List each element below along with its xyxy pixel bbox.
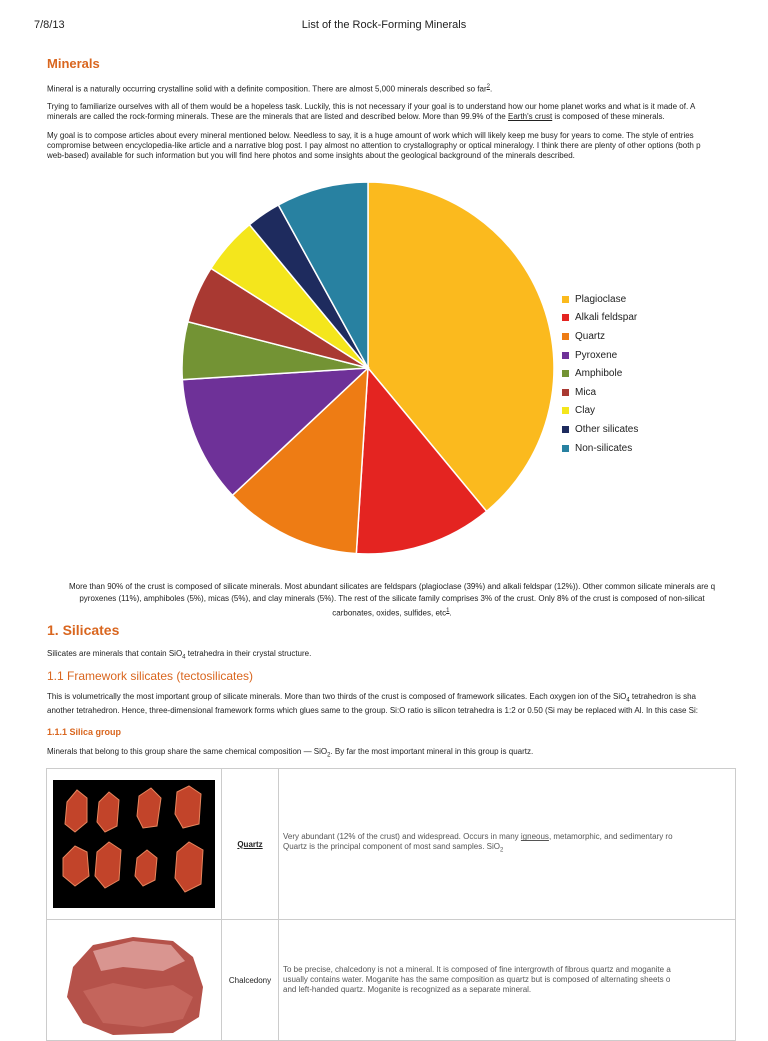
framework-text: This is volumetrically the most important group of silicate minerals. More than two thirds of the crust is composed of framework silicates. Each oxygen ion of the SiO — [47, 692, 627, 701]
legend-item-amphibole — [562, 364, 638, 383]
reference-link[interactable]: 2 — [486, 84, 490, 90]
quartz-desc-text-2: Quartz is the principal component of most sand samples. SiO — [283, 842, 500, 852]
quartz-desc-sub: 2 — [500, 847, 504, 854]
chalcedony-desc-line-3: and left-handed quartz. Moganite is recognized as a separate mineral. — [283, 985, 532, 994]
p3-line-3: web-based) available for such information but you will find here photos and some insights about the geological background of the minerals described. — [47, 151, 575, 160]
silica-group-text — [47, 747, 747, 761]
legend-item-alkali-feldspar — [562, 309, 638, 328]
legend-label: Quartz — [575, 330, 606, 342]
legend-item-pyroxene — [562, 346, 638, 365]
intro-end: tetrahedra in their crystal structure. — [185, 649, 312, 658]
chalcedony-photo[interactable] — [53, 927, 215, 1037]
legend-swatch — [562, 426, 569, 433]
mineral-name-cell — [222, 920, 279, 1041]
legend-label: Pyroxene — [575, 349, 618, 361]
framework-text-end: tetrahedron is sha — [629, 692, 696, 701]
chalcedony-name: Chalcedony — [228, 975, 272, 985]
mineral-name-cell — [222, 769, 279, 920]
legend-item-clay — [562, 402, 638, 421]
legend-swatch — [562, 389, 569, 396]
legend-swatch — [562, 407, 569, 414]
header-date: 7/8/13 — [34, 19, 65, 31]
table-row — [47, 920, 736, 1041]
chalcedony-desc-line-2: usually contains water. Moganite has the same composition as quartz but is composed of alternating sheets o — [283, 975, 671, 984]
intro-text: Silicates are minerals that contain SiO — [47, 649, 183, 658]
quartz-link[interactable]: Quartz — [237, 839, 263, 849]
pie-chart-svg — [178, 172, 628, 564]
legend-label: Other silicates — [575, 423, 639, 435]
igneous-link[interactable]: igneous — [520, 832, 549, 842]
legend-label: Amphibole — [575, 368, 623, 380]
silicates-heading: 1. Silicates — [47, 622, 120, 638]
table-row — [47, 769, 736, 920]
legend-item-quartz — [562, 327, 638, 346]
earths-crust-link[interactable]: Earth's crust — [507, 112, 553, 121]
framework-paragraph — [47, 692, 747, 716]
framework-silicates-heading: 1.1 Framework silicates (tectosilicates) — [47, 669, 254, 683]
mineral-image-cell — [47, 769, 222, 920]
minerals-table — [46, 768, 736, 1041]
quartz-desc-text: Very abundant (12% of the crust) and widespread. Occurs in many — [283, 832, 521, 842]
legend-item-plagioclase — [562, 290, 638, 309]
p2-line-1: Trying to familiarize ourselves with all of them would be a hopeless task. Luckily, this is not necessary if your goal is to understand how our home planet works and what is it made of. A — [47, 102, 696, 111]
legend-label: Non-silicates — [575, 442, 633, 454]
silica-group-heading: 1.1.1 Silica group — [47, 727, 122, 737]
p2-text-end: is composed of these minerals. — [552, 112, 665, 121]
pie-chart — [178, 172, 628, 564]
p2-text: minerals are called the rock-forming minerals. These are the minerals that are listed and described below. More than 99.9% of the — [47, 112, 508, 121]
caption-line-3 — [47, 605, 737, 620]
header-title: List of the Rock-Forming Minerals — [301, 19, 467, 31]
caption-text: carbonates, oxides, sulfides, etc — [332, 608, 447, 618]
minerals-heading: Minerals — [47, 56, 100, 71]
legend-label: Clay — [575, 405, 596, 417]
legend-swatch — [562, 445, 569, 452]
silica-text: Minerals that belong to this group share the same chemical composition — SiO — [47, 747, 328, 756]
silicates-intro — [47, 649, 747, 663]
silica-text-end: . By far the most important mineral in this group is quartz. — [330, 747, 534, 756]
silica-sub: 2 — [327, 752, 331, 759]
p3-line-2: compromise between encyclopedia-like article and a narrative blog post. I pay almost no attention to crystallography or optical mineralogy. I think there are plenty of other options (both p — [47, 141, 701, 150]
framework-line-2: another tetrahedron. Hence, three-dimensional framework forms which glues same to the group. Si:O ratio is silicon tetrahedra is 1:2 or 0.50 (Si may be replaced with Al. In this case Si: — [47, 705, 698, 715]
p1-end: . — [489, 84, 493, 94]
legend-swatch — [562, 296, 569, 303]
minerals-paragraph-1 — [47, 82, 747, 95]
legend-swatch — [562, 370, 569, 377]
caption-reference-link[interactable]: 1 — [446, 608, 450, 614]
mineral-image-cell — [47, 920, 222, 1041]
legend-label: Mica — [575, 386, 597, 398]
legend-label: Alkali feldspar — [575, 312, 638, 324]
chart-legend — [562, 290, 638, 457]
legend-label: Plagioclase — [575, 293, 627, 305]
p2-line-2 — [47, 112, 747, 122]
framework-line-1 — [47, 692, 747, 706]
minerals-paragraph-2 — [47, 102, 747, 122]
framework-sub: 4 — [626, 697, 630, 704]
caption-line-1: More than 90% of the crust is composed of silicate minerals. Most abundant silicates are feldspars (plagioclase (39%) and alkali feldspar (12%)). Other common silicate minerals are q — [68, 582, 716, 591]
legend-swatch — [562, 314, 569, 321]
p3-line-1: My goal is to compose articles about every mineral mentioned below. Needless to say, it is a huge amount of work which will likely keep me busy for years to come. The style of entries — [47, 131, 694, 140]
quartz-desc-text-end: , metamorphic, and sedimentary ro — [548, 832, 673, 842]
legend-item-non-silicates — [562, 439, 638, 458]
legend-swatch — [562, 333, 569, 340]
legend-swatch — [562, 352, 569, 359]
legend-item-other-silicates — [562, 420, 638, 439]
quartz-photo[interactable] — [53, 780, 215, 908]
chalcedony-desc-line-1: To be precise, chalcedony is not a mineral. It is composed of fine intergrowth of fibrous quartz and moganite a — [283, 965, 671, 974]
legend-item-mica — [562, 383, 638, 402]
quartz-desc-line-2 — [283, 842, 731, 856]
caption-end: . — [449, 608, 452, 618]
intro-sub: 4 — [182, 654, 186, 661]
p1-text: Mineral is a naturally occurring crystalline solid with a definite composition. There are almost 5,000 minerals described so far — [47, 84, 487, 94]
minerals-paragraph-3 — [47, 131, 747, 161]
mineral-description-cell — [279, 769, 736, 920]
quartz-desc-line-1 — [283, 832, 731, 842]
chart-caption — [47, 581, 737, 620]
caption-line-2: pyroxenes (11%), amphiboles (5%), micas (5%), and clay minerals (5%). The rest of the silicate family comprises 3% of the crust. Only 8% of the crust is composed of non-silicat — [79, 594, 705, 603]
mineral-description-cell — [279, 920, 736, 1041]
